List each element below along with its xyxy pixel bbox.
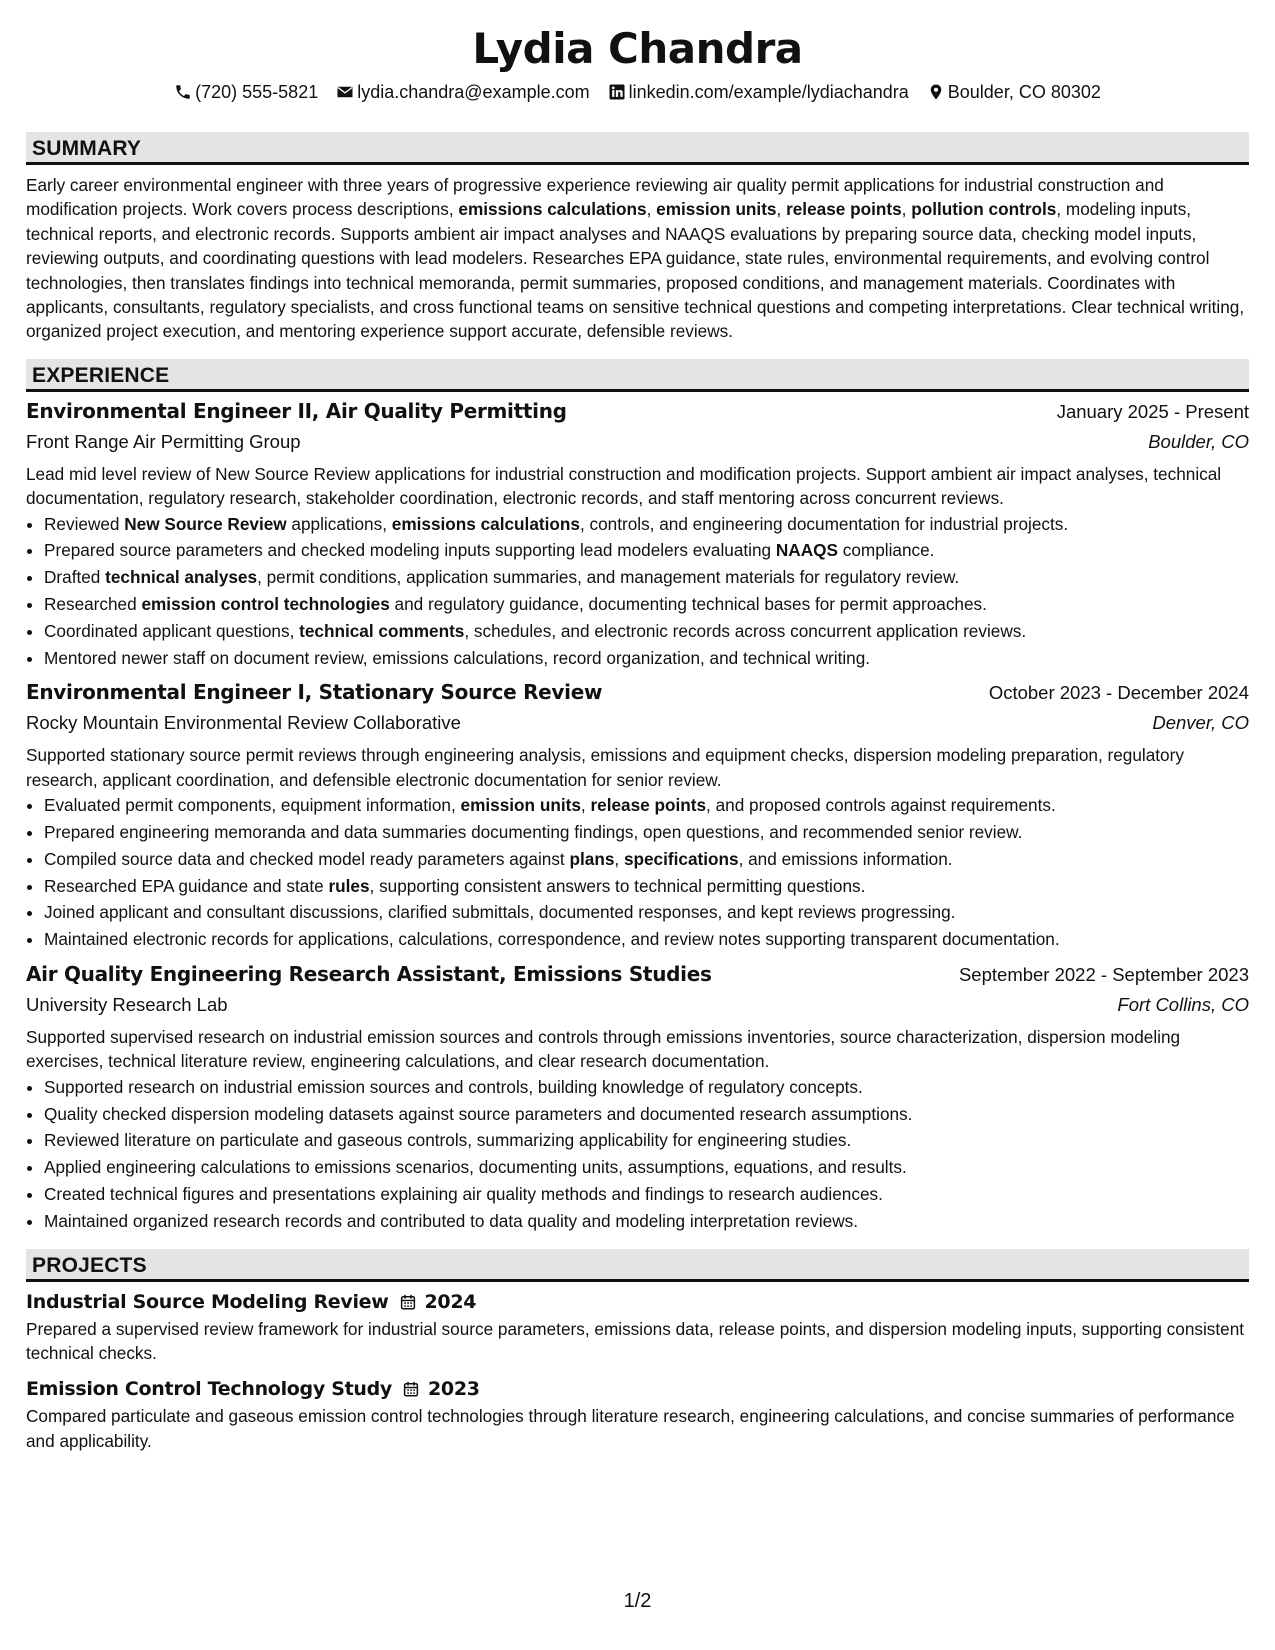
job-title: Environmental Engineer II, Air Quality Permitting (26, 398, 567, 423)
text-run: Maintained electronic records for applications, calculations, correspondence, and review notes supporting transparent documentation. (44, 929, 1060, 950)
bold-keyword: emission control technologies (141, 594, 390, 615)
text-run: compliance. (837, 540, 935, 561)
map-pin-icon (927, 83, 945, 101)
text-run: , (901, 199, 912, 220)
text-run: Applied engineering calculations to emissions scenarios, documenting units, assumptions, equations, and results. (44, 1157, 907, 1178)
job-bullet (44, 792, 1249, 819)
contact-location-text: Boulder, CO 80302 (947, 82, 1101, 102)
summary-heading: SUMMARY (26, 132, 1249, 165)
bold-keyword: pollution controls (911, 199, 1057, 220)
project-title: Emission Control Technology Study (26, 1378, 393, 1401)
job-description: Supported stationary source permit reviews through engineering analysis, emissions and equipment checks, dispersion modeling preparation, regulatory research, applicant coordination, and defensible electronic documentation for senior review. (26, 745, 1184, 790)
text-run: Early career environmental engineer with three years of progressive experience reviewing air quality permit applications for industrial construction and modification projects. Work covers process descriptions, (26, 175, 1164, 220)
job-title: Environmental Engineer I, Stationary Source Review (26, 680, 603, 705)
job-bullet (44, 1074, 1249, 1101)
job-entry (26, 396, 1249, 672)
job-company: University Research Lab (26, 994, 228, 1016)
text-run: Prepared engineering memoranda and data summaries documenting findings, open questions, and recommended senior review. (44, 822, 1023, 843)
bold-keyword: plans (569, 848, 615, 869)
summary-section (26, 132, 1249, 344)
project-entry (26, 1287, 1249, 1366)
text-run: , supporting consistent answers to technical permitting questions. (369, 875, 866, 896)
project-date (402, 1374, 480, 1404)
calendar-icon (402, 1380, 420, 1398)
phone-icon (174, 83, 192, 101)
text-run: Coordinated applicant questions, (44, 620, 300, 641)
text-run: , (776, 199, 787, 220)
envelope-icon (336, 83, 354, 101)
job-description: Lead mid level review of New Source Review applications for industrial construction and modification projects. Support ambient air impact analyses, technical documentation, regulatory research, stakeholder coordination, electronic records, and staff mentoring across concurrent reviews. (26, 463, 1222, 509)
job-title: Air Quality Engineering Research Assistant, Emissions Studies (26, 962, 712, 987)
text-run: Evaluated permit components, equipment information, (44, 795, 461, 816)
project-year: 2023 (428, 1378, 480, 1401)
text-run: , (580, 795, 591, 816)
projects-section (26, 1249, 1249, 1454)
job-bullet (44, 899, 1249, 926)
experience-heading: EXPERIENCE (26, 359, 1249, 392)
project-year: 2024 (424, 1290, 477, 1313)
text-run: , schedules, and electronic records across concurrent application reviews. (464, 620, 1027, 641)
text-run: , (646, 199, 657, 220)
contact-linkedin-text: linkedin.com/example/lydiachandra (628, 82, 909, 102)
text-run: Joined applicant and consultant discussions, clarified submittals, documented responses, and kept reviews progressing. (44, 902, 956, 923)
text-run: Quality checked dispersion modeling datasets against source parameters and documented research assumptions. (44, 1103, 913, 1124)
linkedin-icon (608, 83, 626, 101)
bold-keyword: specifications (623, 848, 739, 869)
bold-keyword: release points (590, 795, 707, 816)
text-run: Mentored newer staff on document review, emissions calculations, record organization, and technical writing. (44, 647, 871, 668)
job-bullet (44, 564, 1249, 591)
job-location: Denver, CO (1152, 712, 1249, 734)
bold-keyword: rules (328, 875, 370, 896)
bold-keyword: NAAQS (775, 540, 838, 561)
bold-keyword: emissions calculations (458, 199, 647, 220)
text-run: Researched EPA guidance and state (44, 875, 329, 896)
job-company: Front Range Air Permitting Group (26, 430, 301, 452)
job-bullet (44, 511, 1249, 538)
job-bullets (26, 511, 1249, 672)
text-run: Supported research on industrial emission sources and controls, building knowledge of regulatory concepts. (44, 1076, 863, 1097)
job-location: Fort Collins, CO (1117, 994, 1249, 1016)
job-bullet (44, 846, 1249, 873)
job-entry (26, 959, 1249, 1235)
project-date (399, 1287, 477, 1317)
projects-heading: PROJECTS (26, 1249, 1249, 1282)
job-bullets (26, 792, 1249, 953)
contact-email[interactable] (336, 80, 589, 104)
text-run: , modeling inputs, technical reports, and electronic records. Supports ambient air impact analyses and NAAQS evaluations by preparing source data, checking model inputs, reviewing outputs, and coordinating questions with lead modelers. Researches EPA guidance, state rules, environmental requirements, and evolving control technologies, then translates findings into technical memoranda, permit summaries, proposed conditions, and management materials. Coordinates with applicants, consultants, regulatory specialists, and cross functional teams on sensitive technical questions and competing interpretations. Clear technical writing, organized project execution, and mentoring experience support accurate, defensible reviews. (26, 199, 1245, 342)
project-title: Industrial Source Modeling Review (26, 1290, 389, 1313)
bold-keyword: New Source Review (124, 513, 287, 534)
text-run: and regulatory guidance, documenting technical bases for permit approaches. (389, 594, 987, 615)
bold-keyword: emission units (460, 795, 581, 816)
contact-email-text: lydia.chandra@example.com (357, 82, 590, 102)
summary-text (26, 173, 1249, 344)
text-run: Reviewed literature on particulate and gaseous controls, summarizing applicability for engineering studies. (44, 1130, 852, 1151)
text-run: , and emissions information. (738, 848, 953, 869)
project-description: Compared particulate and gaseous emission control technologies through literature research, engineering calculations, and concise summaries of performance and applicability. (26, 1406, 1235, 1451)
job-bullet (44, 537, 1249, 564)
job-bullet (44, 1181, 1249, 1208)
contact-bar (26, 80, 1249, 104)
text-run: Researched (44, 594, 142, 615)
job-entry (26, 677, 1249, 953)
page-number: 1/2 (623, 1590, 652, 1612)
job-bullet (44, 591, 1249, 618)
job-bullet (44, 1154, 1249, 1181)
job-bullet (44, 926, 1249, 953)
candidate-name: Lydia Chandra (472, 24, 803, 73)
text-run: , controls, and engineering documentation for industrial projects. (579, 513, 1069, 534)
text-run: Created technical figures and presentations explaining air quality methods and findings to research audiences. (44, 1184, 883, 1205)
contact-phone-text: (720) 555-5821 (195, 82, 319, 102)
job-bullets (26, 1074, 1249, 1235)
project-entry (26, 1374, 1249, 1453)
text-run: Compiled source data and checked model ready parameters against (44, 848, 570, 869)
job-bullet (44, 873, 1249, 900)
job-company: Rocky Mountain Environmental Review Collaborative (26, 712, 461, 734)
text-run: , and proposed controls against requirements. (706, 795, 1056, 816)
job-location: Boulder, CO (1148, 430, 1249, 452)
text-run: applications, (286, 513, 392, 534)
experience-section (26, 359, 1249, 1235)
job-bullet (44, 1101, 1249, 1128)
job-bullet (44, 1127, 1249, 1154)
job-dates: September 2022 - September 2023 (958, 964, 1249, 986)
text-run: Prepared source parameters and checked modeling inputs supporting lead modelers evaluating (44, 540, 776, 561)
contact-phone[interactable] (174, 80, 318, 104)
text-run: Reviewed (44, 513, 125, 534)
text-run: Maintained organized research records and contributed to data quality and modeling interpretation reviews. (44, 1210, 859, 1231)
bold-keyword: release points (786, 199, 902, 220)
job-dates: January 2025 - Present (1056, 400, 1249, 422)
contact-location (927, 80, 1101, 104)
text-run: , (614, 848, 624, 869)
bold-keyword: emissions calculations (391, 513, 580, 534)
job-description: Supported supervised research on industrial emission sources and controls through emissions inventories, source characterization, dispersion modeling exercises, technical literature review, engineering calculations, and clear research documentation. (26, 1027, 1181, 1072)
text-run: , permit conditions, application summaries, and management materials for regulatory review. (257, 567, 960, 588)
bold-keyword: emission units (656, 199, 777, 220)
job-bullet (44, 1208, 1249, 1235)
job-bullet (44, 645, 1249, 672)
job-dates: October 2023 - December 2024 (988, 682, 1249, 704)
job-bullet (44, 819, 1249, 846)
bold-keyword: technical analyses (105, 567, 258, 588)
job-bullet (44, 618, 1249, 645)
text-run: Drafted (44, 567, 106, 588)
project-description: Prepared a supervised review framework for industrial source parameters, emissions data, release points, and dispersion modeling inputs, supporting consistent technical checks. (26, 1318, 1245, 1364)
bold-keyword: technical comments (299, 620, 465, 641)
calendar-icon (399, 1293, 417, 1311)
contact-linkedin[interactable] (608, 80, 909, 104)
